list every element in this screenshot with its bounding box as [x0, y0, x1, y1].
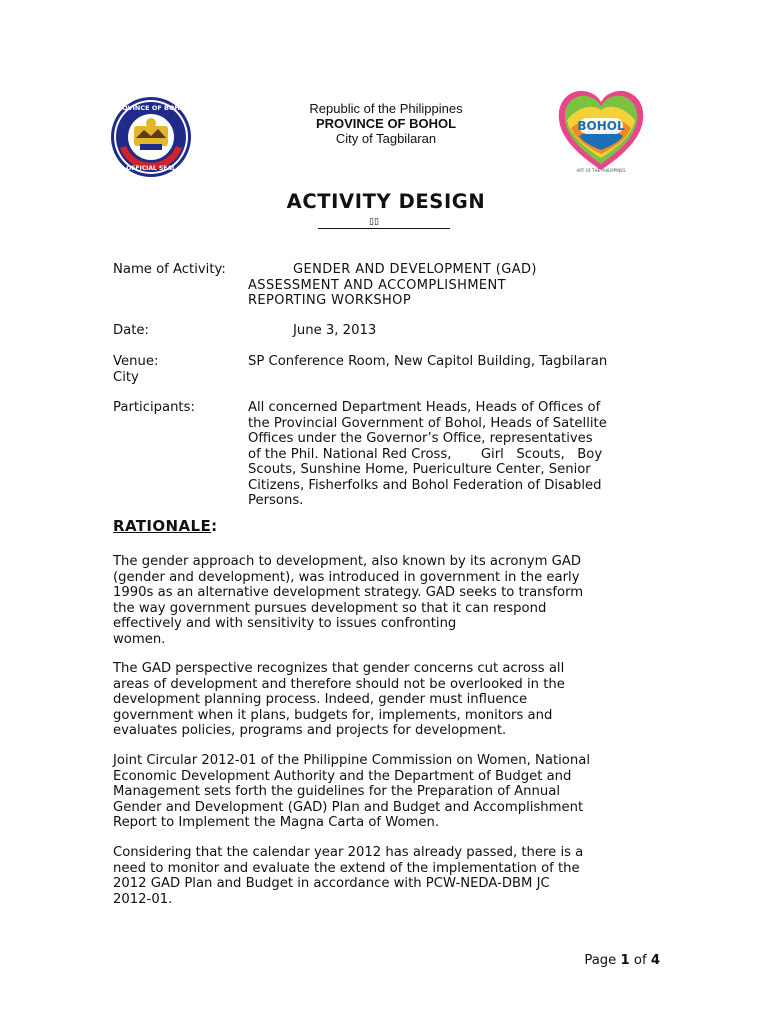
- activity-value: [248, 262, 660, 309]
- logo-name: BOHOL: [577, 119, 625, 133]
- rationale-heading: [113, 519, 218, 535]
- date-value: June 3, 2013: [293, 323, 377, 338]
- page-number: [520, 953, 660, 969]
- paragraph-line: development planning process. Indeed, gender must influence: [113, 692, 528, 707]
- participants-line: Offices under the Governor’s Office, representatives: [248, 431, 593, 446]
- rationale-heading-text: RATIONALE: [113, 517, 212, 535]
- paragraph-line: Economic Development Authority and the Department of Budget and: [113, 768, 572, 784]
- participants-line: the Provincial Government of Bohol, Heads of Satellite: [248, 415, 607, 431]
- title-underline: [318, 228, 450, 229]
- participants-line: of the Phil. National Red Cross, Girl Scouts, Boy: [248, 446, 603, 462]
- paragraph-line: Report to Implement the Magna Carta of Women.: [113, 815, 440, 830]
- rationale-paragraph-3: [113, 753, 659, 831]
- paragraph-line: Management sets forth the guidelines for the Preparation of Annual: [113, 784, 560, 799]
- paragraph-line: Joint Circular 2012-01 of the Philippine Commission on Women, National: [113, 753, 590, 768]
- page-word: Page: [584, 953, 617, 968]
- paragraph-line: evaluates policies, programs and projects for development.: [113, 723, 507, 738]
- activity-line-1: GENDER AND DEVELOPMENT (GAD): [293, 262, 537, 277]
- page-current: 1: [620, 953, 630, 968]
- bohol-heart-logo: [553, 84, 649, 174]
- paragraph-line: areas of development and therefore should not be overlooked in the: [113, 676, 565, 692]
- date-label: Date:: [113, 323, 149, 338]
- seal-top-text: PROVINCE OF BOHOL: [112, 104, 190, 112]
- header-province: PROVINCE OF BOHOL: [315, 116, 457, 131]
- paragraph-line: effectively and with sensitivity to issues confronting: [113, 616, 457, 631]
- participants-line: Persons.: [248, 493, 304, 508]
- participants-value: [248, 400, 660, 509]
- venue-overflow: City: [113, 370, 139, 385]
- header-republic: Republic of the Philippines: [309, 101, 463, 116]
- header-city: City of Tagbilaran: [335, 131, 437, 146]
- logo-tagline: ART OF THE PHILIPPINES: [576, 168, 626, 173]
- paragraph-line: 1990s as an alternative development strategy. GAD seeks to transform: [113, 585, 584, 600]
- venue-value: SP Conference Room, New Capitol Building, Tagbilaran: [248, 354, 608, 369]
- paragraph-line: Considering that the calendar year 2012 has already passed, there is a: [113, 845, 584, 860]
- activity-label: Name of Activity:: [113, 262, 226, 277]
- venue-label: Venue:: [113, 354, 159, 369]
- paragraph-line: (gender and development), was introduced in government in the early: [113, 569, 580, 585]
- page-total: 4: [650, 953, 660, 968]
- rationale-paragraph-1: [113, 554, 659, 647]
- participants-line: All concerned Department Heads, Heads of Offices of: [248, 400, 601, 415]
- paragraph-line: women.: [113, 631, 166, 647]
- paragraph-line: the way government pursues development so that it can respond: [113, 600, 547, 616]
- rationale-paragraph-4: [113, 845, 659, 907]
- activity-line-2: ASSESSMENT AND ACCOMPLISHMENT: [248, 277, 507, 293]
- province-seal-logo: [110, 96, 192, 178]
- paragraph-line: Gender and Development (GAD) Plan and Budget and Accomplishment: [113, 799, 584, 815]
- rationale-heading-colon: :: [211, 517, 218, 535]
- paragraph-line: The gender approach to development, also known by its acronym GAD: [113, 554, 582, 569]
- participants-label: Participants:: [113, 400, 195, 415]
- participants-line: Citizens, Fisherfolks and Bohol Federation of Disabled: [248, 477, 602, 493]
- paragraph-line: 2012 GAD Plan and Budget in accordance with PCW-NEDA-DBM JC: [113, 876, 550, 891]
- activity-line-3: REPORTING WORKSHOP: [248, 293, 412, 308]
- rationale-paragraph-2: [113, 661, 659, 739]
- title-ornament: ▯▯: [369, 217, 379, 227]
- document-title: ACTIVITY DESIGN: [286, 190, 486, 213]
- participants-line: Scouts, Sunshine Home, Puericulture Center, Senior: [248, 462, 591, 477]
- letterhead: [250, 101, 522, 146]
- seal-bottom-text: OFFICIAL SEAL: [126, 165, 176, 172]
- paragraph-line: government when it plans, budgets for, implements, monitors and: [113, 707, 553, 723]
- page-of-word: of: [633, 953, 647, 968]
- paragraph-line: 2012-01.: [113, 891, 173, 907]
- paragraph-line: The GAD perspective recognizes that gender concerns cut across all: [113, 661, 565, 676]
- paragraph-line: need to monitor and evaluate the extend of the implementation of the: [113, 860, 580, 876]
